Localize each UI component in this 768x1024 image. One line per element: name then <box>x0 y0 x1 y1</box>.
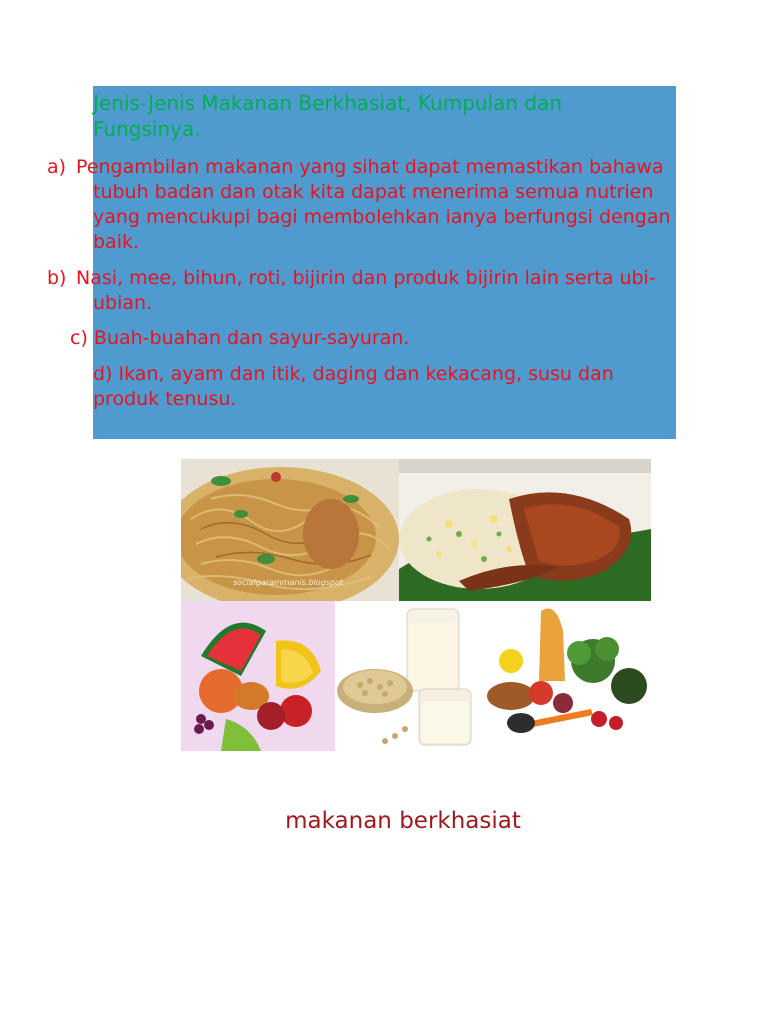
list-item-text: Buah-buahan dan sayur-sayuran. <box>93 327 410 349</box>
list-item-text: Nasi, mee, bihun, roti, bijirin dan produk bijirin lain serta ubi-ubian. <box>76 267 656 314</box>
fried-rice-chicken-wing-photo <box>399 459 651 601</box>
image-caption: makanan berkhasiat <box>285 808 521 834</box>
food-collage <box>181 459 651 751</box>
watermark-text: socialgarammanis.blogspot <box>233 578 344 587</box>
list-marker: d) <box>93 363 113 385</box>
list-item-c <box>70 326 670 351</box>
list-marker: c) <box>70 327 88 349</box>
list-item-text: Pengambilan makanan yang sihat dapat memastikan bahawa tubuh badan dan otak kita dapat menerima semua nutrien yang mencukupi bagi membolehkan ianya berfungsi dengan baik. <box>76 156 671 253</box>
page-title: Jenis-Jenis Makanan Berkhasiat, Kumpulan dan Fungsinya. <box>93 91 563 141</box>
list-item-d <box>93 362 673 412</box>
fruits-photo <box>181 601 335 751</box>
soy-milk-beans-photo <box>335 601 481 751</box>
list-item-b: b) Nasi, mee, bihun, roti, bijirin dan produk bijirin lain serta ubi-ubian. <box>47 267 656 314</box>
fried-noodles-photo <box>181 459 399 601</box>
list-item-a: a) Pengambilan makanan yang sihat dapat memastikan bahawa tubuh badan dan otak kita dapat menerima semua nutrien yang mencukupi bagi membolehkan ianya berfungsi dengan baik. <box>47 156 671 253</box>
vegetables-photo <box>481 601 651 751</box>
list-item-text: Ikan, ayam dan itik, daging dan kekacang, susu dan produk tenusu. <box>93 363 614 410</box>
